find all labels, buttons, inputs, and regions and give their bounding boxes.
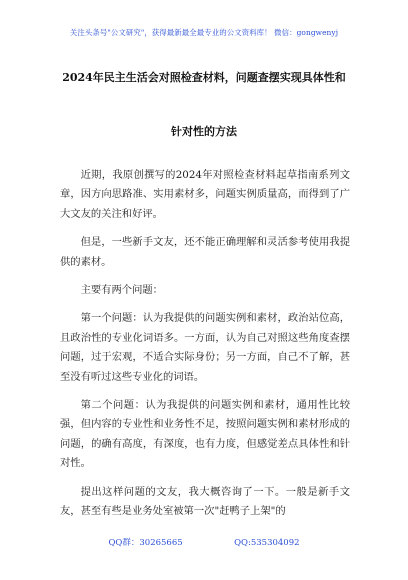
document-body xyxy=(60,166,350,531)
paragraph: 提出这样问题的文友，我大概咨询了一下。一般是新手文友，甚至有些是业务处室被第一次"赶鸭子上架"的 xyxy=(60,485,350,518)
footer-qq-group: QQ群：30265665 xyxy=(108,538,183,548)
header-promo-note: 关注头条号"公文研究"，获得最新最全最专业的公文资料库！ 微信：gongwenyj xyxy=(69,28,339,37)
paragraph: 近期，我原创撰写的2024年对照检查材料起草指南系列文章，因方向思路准、实用素材多，问题实例质量高，而得到了广大文友的关注和好评。 xyxy=(60,169,350,220)
paragraph: 第二个问题：认为我提供的问题实例和素材，通用性比较强，但内容的专业性和业务性不足，按照问题实例和素材形成的问题，的确有高度，有深度，也有力度，但感觉差点具体性和针对性。 xyxy=(60,399,350,470)
footer-qq-number: QQ:535304092 xyxy=(234,538,300,548)
paragraph: 第一个问题：认为我提供的问题实例和素材，政治站位高，且政治性的专业化词语多。一方面，认为自己对照这些角度查摆问题，过于宏观，不适合实际身份；另一方面，自己不了解，甚至没有听过这些专业化的词语。 xyxy=(60,312,350,383)
document-title-line-1: 2024年民主生活会对照检查材料，问题查摆实现具体性和 xyxy=(62,71,346,84)
document-title-line-2: 针对性的方法 xyxy=(171,125,237,138)
footer-contacts xyxy=(0,536,408,548)
paragraph: 但是，一些新手文友，还不能正确理解和灵活参考使用我提供的素材。 xyxy=(60,236,350,268)
paragraph: 主要有两个问题： xyxy=(80,284,163,297)
